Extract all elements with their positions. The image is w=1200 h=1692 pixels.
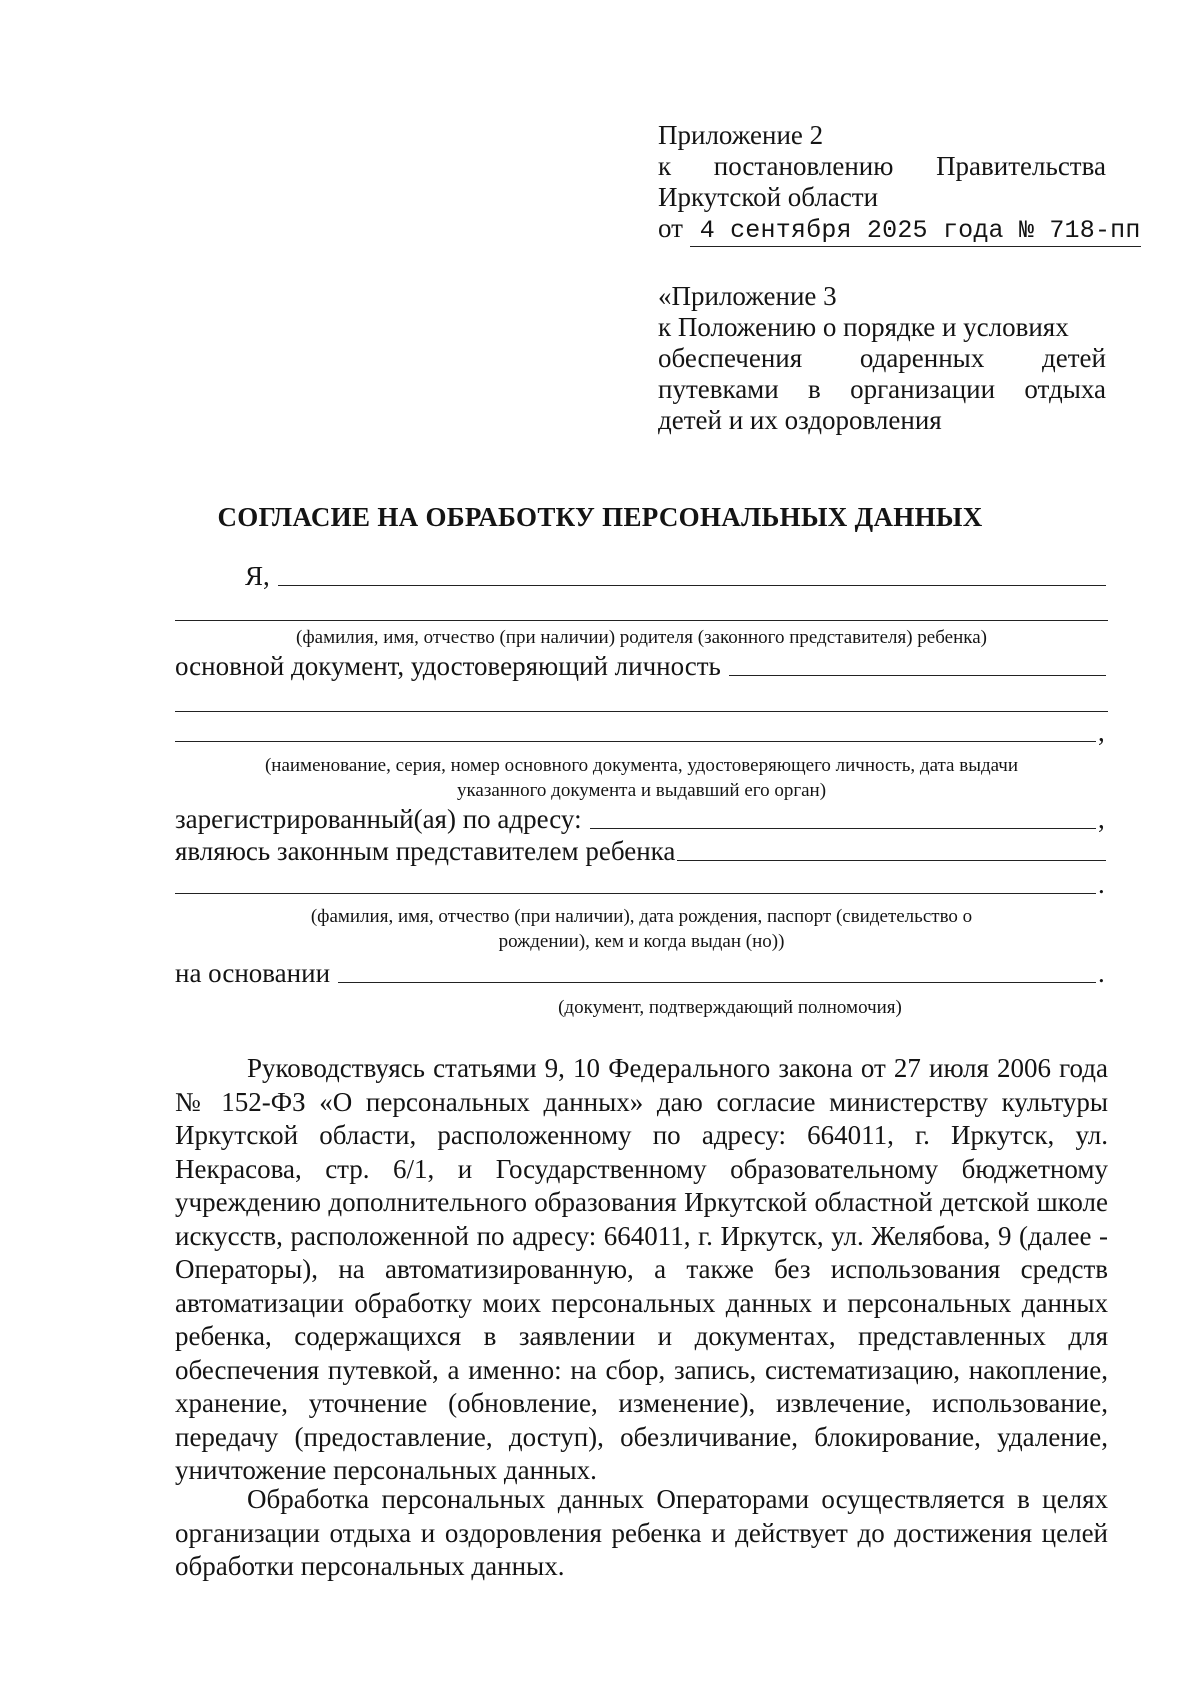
id-document-row xyxy=(175,650,1108,682)
annex-sub-word: путевками xyxy=(658,374,779,404)
annex-sub-word: одаренных xyxy=(859,343,985,373)
annex-main-word: к xyxy=(658,151,672,181)
annex-sub-line4 xyxy=(658,374,1106,405)
period: . xyxy=(1098,869,1105,899)
annex-sub-line2: к Положению о порядке и условиях xyxy=(658,312,1069,342)
caption-id-document-line2: указанного документа и выдавший его орган) xyxy=(456,780,827,801)
id-document-field-line3[interactable] xyxy=(175,741,1096,742)
caption-child-line1: (фамилия, имя, отчество (при наличии), дата рождения, паспорт (свидетельство о xyxy=(310,906,973,927)
basis-label: на основании xyxy=(175,958,331,988)
caption-child-line2: рождении), кем и когда выдан (но)) xyxy=(498,931,785,952)
annex-sub-line1: «Приложение 3 xyxy=(658,281,837,311)
address-field[interactable] xyxy=(590,828,1096,829)
annex-main-word: Правительства xyxy=(936,151,1106,181)
id-document-field-line2[interactable] xyxy=(175,711,1108,712)
parent-name-row xyxy=(245,560,1108,592)
document-title: СОГЛАСИЕ НА ОБРАБОТКУ ПЕРСОНАЛЬНЫХ ДАННЫХ xyxy=(217,502,983,532)
representative-row xyxy=(175,835,1108,867)
address-row xyxy=(175,803,1108,835)
annex-sub-line3 xyxy=(658,343,1106,374)
caption-parent: (фамилия, имя, отчество (при наличии) родителя (законного представителя) ребенка) xyxy=(296,627,987,648)
annex-main-line2 xyxy=(658,151,1106,182)
annex-main-line3: Иркутской области xyxy=(658,182,879,212)
annex-sub-word: обеспечения xyxy=(658,343,803,373)
decree-date-number: 4 сентября 2025 года № 718-пп xyxy=(690,216,1141,247)
purpose-paragraph: Обработка персональных данных Операторами осуществляется в целях организации отдыха и оздоровления ребенка и действует до достижения целей обработки персональных данных. xyxy=(175,1484,1108,1581)
annex-sub-header xyxy=(658,281,1106,436)
parent-name-field-continued[interactable] xyxy=(175,620,1108,621)
comma: , xyxy=(1098,804,1105,834)
id-document-line3-row xyxy=(175,716,1108,748)
consent-paragraph: Руководствуясь статьями 9, 10 Федерального закона от 27 июля 2006 года № 152-ФЗ «О персональных данных» даю согласие министерству культуры Иркутской области, расположенному по адресу: 664011, г. Иркутск, ул. Некрасова, стр. 6/1, и Государственному образовательному бюджетному учреждению дополнительного образования Иркутской областной детской школе искусств, расположенной по адресу: 664011, г. Иркутск, ул. Желябова, 9 (далее - Операторы), на автоматизированную, а также без использования средств автоматизации обработку моих персональных данных и персональных данных ребенка, содержащихся в заявлении и документах, представленных для обеспечения путевкой, а именно: на сбор, запись, систематизацию, накопление, хранение, уточнение (обновление, изменение), извлечение, использование, передачу (предоставление, доступ), обезличивание, блокирование, удаление, уничтожение персональных данных. xyxy=(175,1053,1108,1485)
annex-main-word: постановлению xyxy=(713,151,894,181)
representative-label: являюсь законным представителем ребенка xyxy=(175,836,676,866)
comma: , xyxy=(1098,717,1105,747)
annex-main-line1: Приложение 2 xyxy=(658,120,824,150)
basis-field[interactable] xyxy=(338,982,1096,983)
child-line2-row xyxy=(175,868,1108,900)
caption-child xyxy=(175,904,1108,954)
caption-id-document xyxy=(175,753,1108,803)
basis-row xyxy=(175,957,1108,989)
annex-sub-word: отдыха xyxy=(1024,374,1106,404)
id-document-label: основной документ, удостоверяющий личность xyxy=(175,651,721,681)
parent-name-field[interactable] xyxy=(278,585,1106,586)
id-document-field[interactable] xyxy=(729,675,1106,676)
annex-sub-word: в xyxy=(808,374,821,404)
date-prefix: от xyxy=(658,213,683,243)
annex-sub-line5: детей и их оздоровления xyxy=(658,405,942,435)
annex-sub-word: организации xyxy=(850,374,996,404)
period: . xyxy=(1098,958,1105,988)
annex-sub-word: детей xyxy=(1042,343,1106,373)
caption-basis: (документ, подтверждающий полномочия) xyxy=(558,997,902,1018)
address-label: зарегистрированный(ая) по адресу: xyxy=(175,804,582,834)
i-label: Я, xyxy=(245,561,270,591)
child-field-line2[interactable] xyxy=(175,893,1096,894)
annex-main-header xyxy=(658,120,1141,246)
child-field[interactable] xyxy=(677,860,1106,861)
caption-id-document-line1: (наименование, серия, номер основного документа, удостоверяющего личность, дата выдачи xyxy=(264,755,1019,776)
annex-main-date-row xyxy=(658,213,1141,246)
